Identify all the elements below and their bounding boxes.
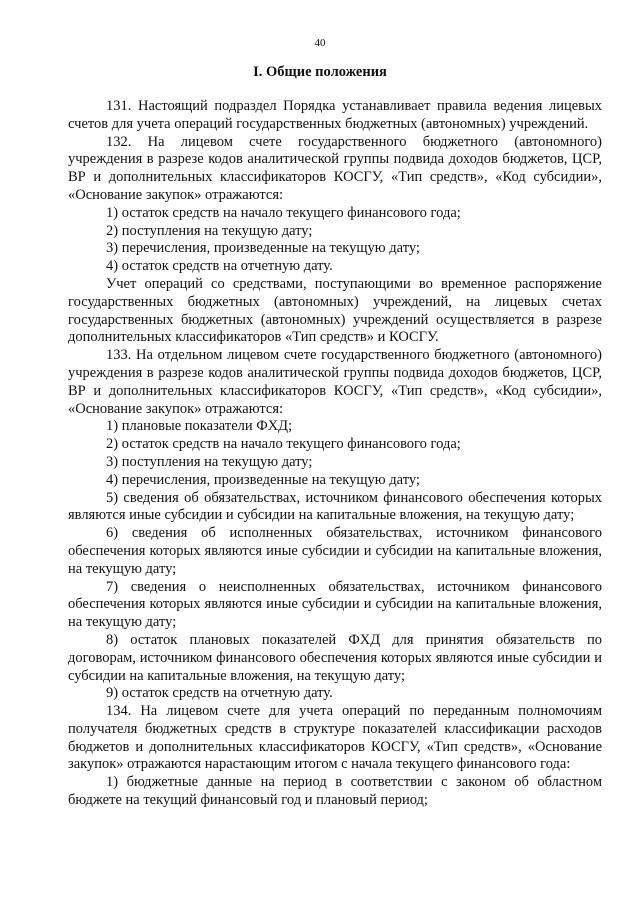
paragraph-134: 134. На лицевом счете для учета операций по переданным полномочиям получателя бюджетных средств в структуре показателей классификации расходов бюджетов и дополнительных классификаторов КОСГУ, «Тип средств», «Основание закупок» отражаются нарастающим итогом с начала текущего финансового года: (68, 703, 602, 773)
list-item: 3) перечисления, произведенные на текущую дату; (106, 240, 420, 257)
list-item: 9) остаток средств на отчетную дату. (106, 685, 333, 702)
list-item: 2) поступления на текущую дату; (106, 222, 313, 239)
page-number: 40 (314, 37, 326, 49)
list-item: 1) бюджетные данные на период в соответствии с законом об областном бюджете на текущий финансовый год и плановый период; (68, 774, 602, 809)
list-item: 3) поступления на текущую дату; (106, 453, 313, 470)
paragraph-133: 133. На отдельном лицевом счете государственного бюджетного (автономного) учреждения в разрезе кодов аналитической группы подвида доходов бюджетов, ЦСР, ВР и дополнительных классификаторов КОСГУ, «Тип средств», «Код субсидии», «Основание закупок» отражаются: (68, 347, 602, 417)
list-item: 6) сведения об исполненных обязательствах, источником финансового обеспечения которых являются иные субсидии и субсидии на капитальные вложения, на текущую дату; (68, 525, 602, 577)
list-item: 7) сведения о неисполненных обязательствах, источником финансового обеспечения которых являются иные субсидии и субсидии на капитальные вложения, на текущую дату; (68, 578, 602, 631)
list-item: 5) сведения об обязательствах, источником финансового обеспечения которых являются иные субсидии и субсидии на капитальные вложения, на текущую дату; (68, 489, 602, 524)
list-item: 2) остаток средств на начало текущего финансового года; (106, 436, 461, 453)
paragraph-131: 131. Настоящий подраздел Порядка устанавливает правила ведения лицевых счетов для учета операций государственных бюджетных (автономных) учреждений. (68, 98, 602, 132)
list-item: 1) плановые показатели ФХД; (106, 418, 293, 435)
list-item: 4) перечисления, произведенные на текущую дату; (106, 471, 420, 488)
paragraph-132: 132. На лицевом счете государственного бюджетного (автономного) учреждения в разрезе кодов аналитической группы подвида доходов бюджетов, ЦСР, ВР и дополнительных классификаторов КОСГУ, «Тип средств», «Код субсидии», «Основание закупок» отражаются: (68, 133, 602, 203)
section-title: I. Общие положения (253, 64, 387, 80)
paragraph-temporary-funds: Учет операций со средствами, поступающими во временное распоряжение государственных бюджетных (автономных) учреждений, на лицевых счетах государственных бюджетных (автономных) учреждений осуществляется в разрезе дополнительных классификаторов «Тип средств» и КОСГУ. (68, 275, 602, 346)
list-item: 1) остаток средств на начало текущего финансового года; (106, 204, 461, 221)
list-item: 8) остаток плановых показателей ФХД для принятия обязательств по договорам, источником финансового обеспечения которых являются иные субсидии и субсидии на капитальные вложения, на текущую дату; (68, 631, 602, 684)
list-item: 4) остаток средств на отчетную дату. (106, 258, 333, 275)
document-body (68, 98, 602, 810)
